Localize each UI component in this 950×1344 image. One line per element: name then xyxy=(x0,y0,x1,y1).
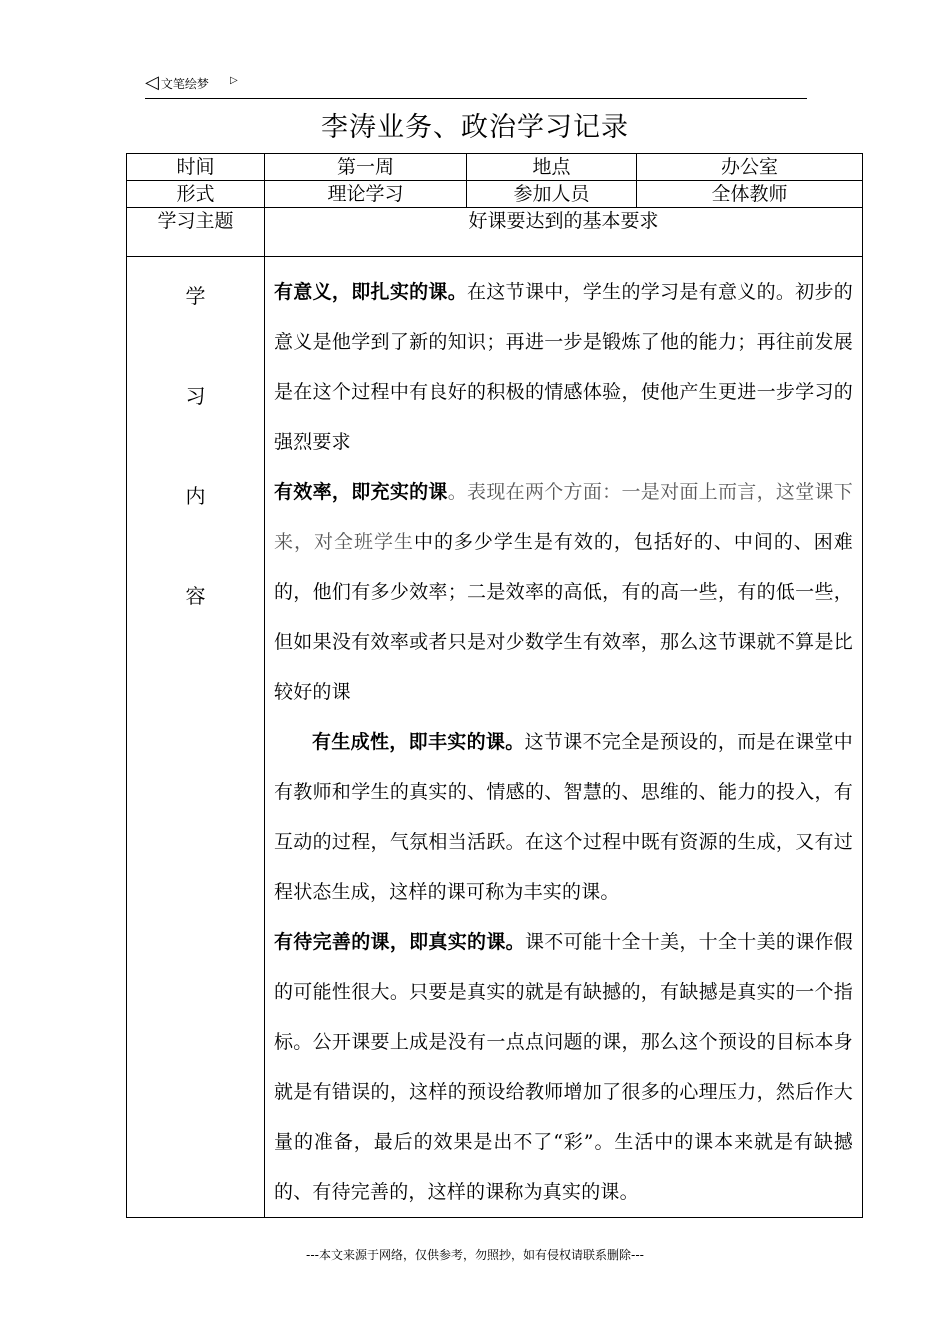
table-row xyxy=(127,208,863,257)
study-record-table xyxy=(126,153,863,1218)
study-content-label xyxy=(127,257,265,1218)
location-value: 办公室 xyxy=(637,154,863,181)
paragraph-text: 在这节课中，学生的学习是有意义的。初步的意义是他学到了新的知识；再进一步是锻炼了他的能力；再往前发展是在这个过程中有良好的积极的情感体验，使他产生更进一步学习的强烈要求 xyxy=(274,281,853,453)
page-header xyxy=(145,72,807,99)
time-label: 时间 xyxy=(127,154,265,181)
left-triangle-icon: ◁ xyxy=(145,72,159,93)
paragraph-heading: 有效率，即充实的课 xyxy=(274,481,448,503)
paragraph-text-gray: 。表现在两个方面：一是对面上而言，这堂课下来，对全班学生 xyxy=(274,481,853,553)
form-value: 理论学习 xyxy=(265,181,467,208)
study-content xyxy=(265,257,863,1218)
paragraph-text: 这节课不完全是预设的，而是在课堂中有教师和学生的真实的、情感的、智慧的、思维的、能力的投入，有互动的过程，气氛相当活跃。在这个过程中既有资源的生成，又有过程状态生成，这样的课可称为丰实的课。 xyxy=(274,731,854,903)
table-row xyxy=(127,257,863,1218)
table-row xyxy=(127,181,863,208)
paragraph-heading: 有待完善的课，即真实的课。 xyxy=(274,931,525,953)
participants-label: 参加人员 xyxy=(467,181,637,208)
header-brand xyxy=(145,74,209,93)
paragraph-heading: 有生成性，即丰实的课。 xyxy=(312,731,525,753)
header-brand-text: 文笔绘梦 xyxy=(160,77,209,91)
form-label: 形式 xyxy=(127,181,265,208)
content-paragraph xyxy=(274,917,853,1217)
paragraph-text: 中的多少学生是有效的，包括好的、中间的、困难的，他们有多少效率；二是效率的高低，有的高一些，有的低一些，但如果没有效率或者只是对少数学生有效率，那么这节课就不算是比较好的课 xyxy=(274,531,853,703)
document-title: 李涛业务、政治学习记录 xyxy=(321,112,629,143)
paragraph-heading: 有意义，即扎实的课。 xyxy=(274,281,468,303)
page-footer: ---本文来源于网络，仅供参考，勿照抄，如有侵权请联系删除--- xyxy=(306,1248,644,1262)
side-char: 习 xyxy=(185,384,206,408)
content-paragraph xyxy=(274,267,853,467)
side-char: 容 xyxy=(185,584,206,608)
time-value: 第一周 xyxy=(265,154,467,181)
content-paragraph xyxy=(274,467,853,717)
table-row xyxy=(127,154,863,181)
side-char: 学 xyxy=(185,284,206,308)
topic-value: 好课要达到的基本要求 xyxy=(265,208,863,257)
location-label: 地点 xyxy=(467,154,637,181)
participants-value: 全体教师 xyxy=(637,181,863,208)
content-paragraph xyxy=(274,717,853,917)
topic-label: 学习主题 xyxy=(127,208,265,257)
paragraph-text: 课不可能十全十美，十全十美的课作假的可能性很大。只要是真实的就是有缺撼的，有缺撼是真实的一个指标。公开课要上成是没有一点点问题的课，那么这个预设的目标本身就是有错误的，这样的预设给教师增加了很多的心理压力，然后作大量的准备，最后的效果是出不了“彩”。生活中的课本来就是有缺撼的、有待完善的，这样的课称为真实的课。 xyxy=(274,931,854,1203)
right-triangle-icon: ▷ xyxy=(230,75,238,86)
side-char: 内 xyxy=(185,484,206,508)
